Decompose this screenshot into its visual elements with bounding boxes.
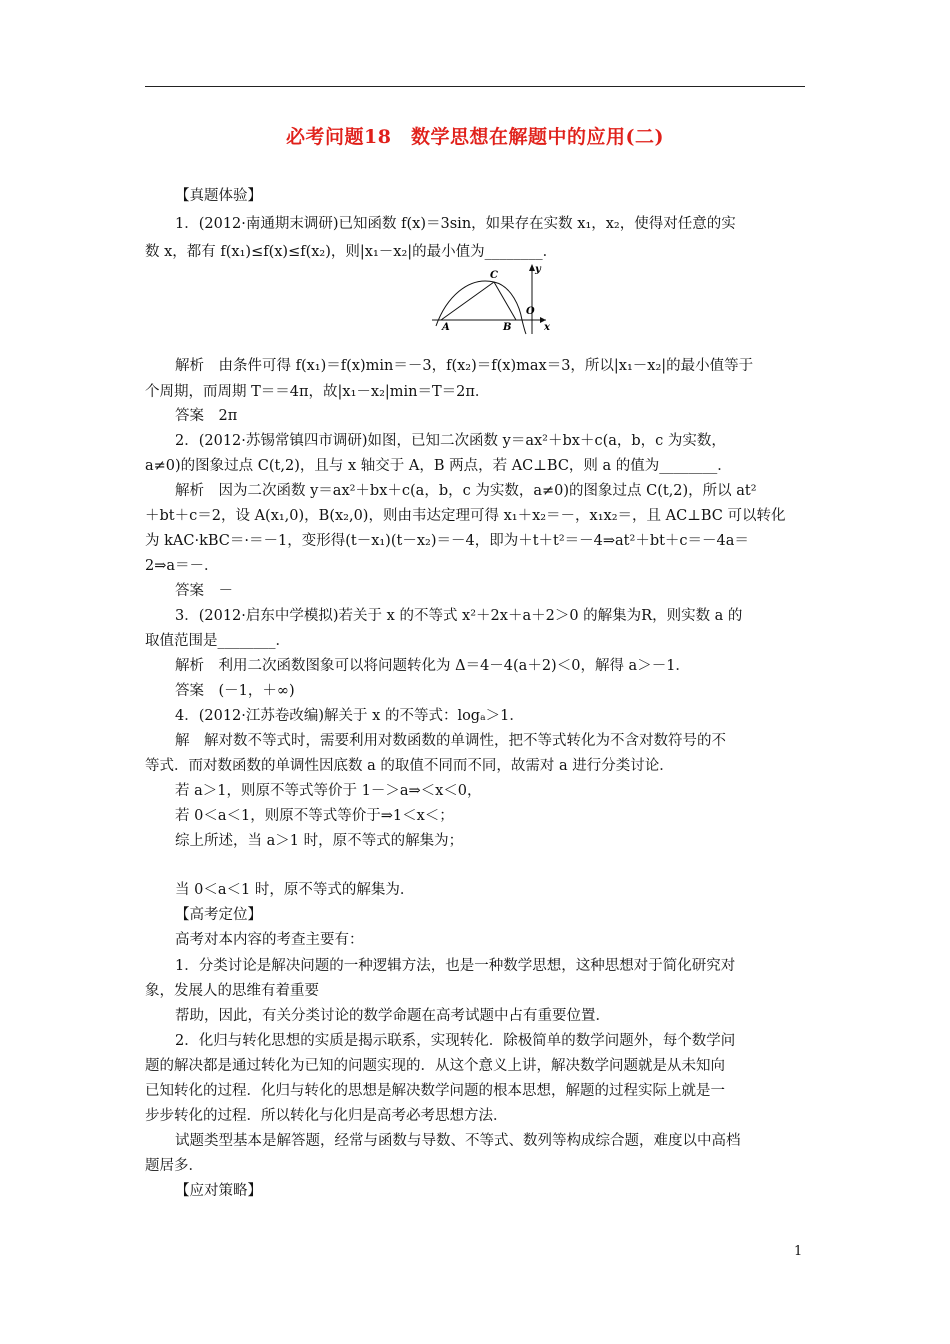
- text-line: 试题类型基本是解答题，经常与函数与导数、不等式、数列等构成综合题，难度以中高档: [175, 1133, 741, 1149]
- text-line: 步步转化的过程．所以转化与化归是高考必考思想方法．: [145, 1108, 508, 1124]
- text-line: 若 a＞1，则原不等式等价于 1－＞a⇒＜x＜0，: [175, 783, 482, 799]
- text-line: 象，发展人的思维有着重要: [145, 983, 319, 999]
- text-line: 帮助，因此，有关分类讨论的数学命题在高考试题中占有重要位置．: [175, 1008, 610, 1024]
- text-line: 解 解对数不等式时，需要利用对数函数的单调性，把不等式转化为不含对数符号的不: [175, 733, 726, 749]
- text-line: 1．分类讨论是解决问题的一种逻辑方法，也是一种数学思想，这种思想对于简化研究对: [175, 958, 736, 974]
- point-b-label: B: [503, 322, 512, 333]
- text-line: 为 kAC·kBC＝·＝－1，变形得(t－x₁)(t－x₂)＝－4，即为＋t＋t²＝－4⇒at²＋bt＋c＝－4a＝: [145, 533, 749, 549]
- text-line: 高考对本内容的考查主要有：: [175, 932, 364, 948]
- text-line: 解析 利用二次函数图象可以将问题转化为 Δ＝4－4(a＋2)＜0，解得 a＞－1．: [175, 658, 690, 674]
- text-line: 已知转化的过程．化归与转化的思想是解决数学问题的根本思想，解题的过程实际上就是一: [145, 1083, 725, 1099]
- text-line: 2．化归与转化思想的实质是揭示联系，实现转化．除极简单的数学问题外，每个数学问: [175, 1033, 736, 1049]
- answer-line: 答案 2π: [175, 408, 238, 424]
- section-heading: 【真题体验】: [175, 188, 262, 204]
- text-line: 解析 因为二次函数 y＝ax²＋bx＋c(a，b，c 为实数，a≠0)的图象过点 C(t,2)，所以 at²: [175, 483, 757, 499]
- function-graph-figure: [428, 258, 558, 336]
- answer-line: 答案 －: [175, 583, 233, 599]
- section-heading: 【应对策略】: [175, 1183, 262, 1199]
- text-line: 综上所述，当 a＞1 时，原不等式的解集为；: [175, 833, 464, 849]
- text-line: 数 x，都有 f(x₁)≤f(x)≤f(x₂)，则|x₁－x₂|的最小值为________．: [145, 244, 558, 260]
- y-axis-label: y: [535, 264, 541, 275]
- header-rule: [145, 86, 805, 87]
- text-line: 2⇒a＝－．: [145, 558, 219, 574]
- answer-line: 答案 (－1，＋∞): [175, 683, 295, 699]
- text-line: 当 0＜a＜1 时，原不等式的解集为．: [175, 882, 415, 898]
- origin-label: O: [526, 306, 535, 317]
- text-line: 取值范围是________．: [145, 633, 290, 649]
- text-line: 个周期，而周期 T＝＝4π，故|x₁－x₂|min＝T＝2π．: [145, 384, 490, 400]
- page-number: 1: [794, 1244, 803, 1259]
- point-c-label: C: [490, 270, 498, 281]
- text-line: 题的解决都是通过转化为已知的问题实现的．从这个意义上讲，解决数学问题就是从未知向: [145, 1058, 725, 1074]
- text-line: ＋bt＋c＝2，设 A(x₁,0)，B(x₂,0)，则由韦达定理可得 x₁＋x₂＝－，x₁x₂＝，且 AC⊥BC 可以转化: [145, 508, 786, 524]
- point-a-label: A: [442, 322, 450, 333]
- text-line: 题居多．: [145, 1158, 203, 1174]
- text-line: 3．(2012·启东中学模拟)若关于 x 的不等式 x²＋2x＋a＋2＞0 的解集为R，则实数 a 的: [175, 608, 743, 624]
- text-line: a≠0)的图象过点 C(t,2)，且与 x 轴交于 A，B 两点，若 AC⊥BC，则 a 的值为________．: [145, 458, 732, 474]
- text-line: 2．(2012·苏锡常镇四市调研)如图，已知二次函数 y＝ax²＋bx＋c(a，b，c 为实数，: [175, 433, 726, 449]
- text-line: 若 0＜a＜1，则原不等式等价于⇒1＜x＜；: [175, 808, 454, 824]
- page-title: 必考问题18 数学思想在解题中的应用(二): [286, 126, 664, 148]
- section-heading: 【高考定位】: [175, 907, 262, 923]
- text-line: 4．(2012·江苏卷改编)解关于 x 的不等式：logₐ＞1．: [175, 708, 524, 724]
- text-line: 解析 由条件可得 f(x₁)＝f(x)min＝－3，f(x₂)＝f(x)max＝3，所以|x₁－x₂|的最小值等于: [175, 358, 754, 374]
- x-axis-label: x: [544, 322, 550, 333]
- text-line: 等式．而对数函数的单调性因底数 a 的取值不同而不同，故需对 a 进行分类讨论．: [145, 758, 674, 774]
- text-line: 1．(2012·南通期末调研)已知函数 f(x)＝3sin，如果存在实数 x₁，x₂，使得对任意的实: [175, 216, 736, 232]
